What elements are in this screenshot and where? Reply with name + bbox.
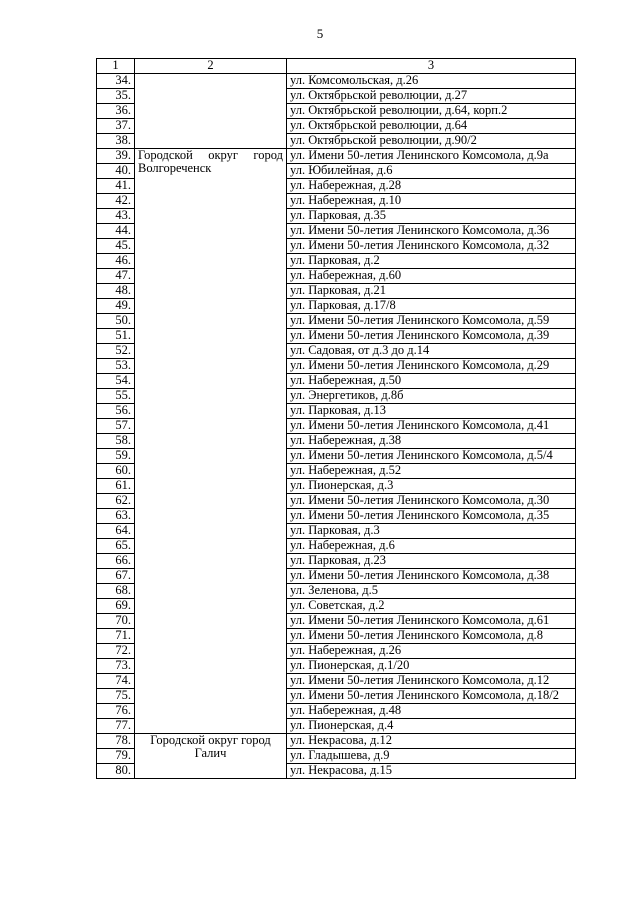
- address-cell: ул. Советская, д.2: [287, 599, 576, 614]
- row-number: 60.: [97, 464, 135, 479]
- address-cell: ул. Имени 50-летия Ленинского Комсомола, д.8: [287, 629, 576, 644]
- header-row: [97, 59, 576, 74]
- row-number: 47.: [97, 269, 135, 284]
- header-col-3: 3: [287, 59, 576, 74]
- address-cell: ул. Набережная, д.10: [287, 194, 576, 209]
- page-number: 5: [316, 26, 324, 41]
- address-cell: ул. Парковая, д.13: [287, 404, 576, 419]
- table-header: [97, 59, 576, 74]
- table-body: [97, 74, 576, 779]
- address-cell: ул. Набережная, д.52: [287, 464, 576, 479]
- row-number: 43.: [97, 209, 135, 224]
- row-number: 62.: [97, 494, 135, 509]
- address-cell: ул. Имени 50-летия Ленинского Комсомола, д.18/2: [287, 689, 576, 704]
- address-cell: ул. Имени 50-летия Ленинского Комсомола, д.36: [287, 224, 576, 239]
- row-number: 80.: [97, 764, 135, 779]
- address-cell: ул. Имени 50-летия Ленинского Комсомола, д.5/4: [287, 449, 576, 464]
- row-number: 77.: [97, 719, 135, 734]
- table-row: [97, 734, 576, 749]
- address-cell: ул. Набережная, д.60: [287, 269, 576, 284]
- address-cell: ул. Имени 50-летия Ленинского Комсомола, д.32: [287, 239, 576, 254]
- address-cell: ул. Имени 50-летия Ленинского Комсомола, д.35: [287, 509, 576, 524]
- address-cell: ул. Пионерская, д.1/20: [287, 659, 576, 674]
- row-number: 54.: [97, 374, 135, 389]
- address-cell: ул. Парковая, д.17/8: [287, 299, 576, 314]
- row-number: 42.: [97, 194, 135, 209]
- row-number: 72.: [97, 644, 135, 659]
- address-cell: ул. Имени 50-летия Ленинского Комсомола, д.29: [287, 359, 576, 374]
- row-number: 39.: [97, 149, 135, 164]
- row-number: 66.: [97, 554, 135, 569]
- row-number: 73.: [97, 659, 135, 674]
- row-number: 58.: [97, 434, 135, 449]
- district-cell: [135, 74, 287, 149]
- address-cell: ул. Набережная, д.38: [287, 434, 576, 449]
- row-number: 56.: [97, 404, 135, 419]
- row-number: 79.: [97, 749, 135, 764]
- district-cell: Городской округ город Волгореченск: [135, 149, 287, 734]
- header-col-1: 1: [97, 59, 135, 74]
- row-number: 46.: [97, 254, 135, 269]
- row-number: 37.: [97, 119, 135, 134]
- row-number: 74.: [97, 674, 135, 689]
- row-number: 34.: [97, 74, 135, 89]
- address-cell: ул. Октябрьской революции, д.64: [287, 119, 576, 134]
- row-number: 78.: [97, 734, 135, 749]
- row-number: 50.: [97, 314, 135, 329]
- row-number: 45.: [97, 239, 135, 254]
- address-cell: ул. Пионерская, д.4: [287, 719, 576, 734]
- address-cell: ул. Имени 50-летия Ленинского Комсомола, д.59: [287, 314, 576, 329]
- address-cell: ул. Юбилейная, д.6: [287, 164, 576, 179]
- address-cell: ул. Набережная, д.28: [287, 179, 576, 194]
- district-cell: Городской округ город Галич: [135, 734, 287, 779]
- address-cell: ул. Имени 50-летия Ленинского Комсомола, д.9а: [287, 149, 576, 164]
- address-cell: ул. Имени 50-летия Ленинского Комсомола, д.30: [287, 494, 576, 509]
- row-number: 36.: [97, 104, 135, 119]
- address-cell: ул. Имени 50-летия Ленинского Комсомола, д.41: [287, 419, 576, 434]
- row-number: 53.: [97, 359, 135, 374]
- address-cell: ул. Набережная, д.6: [287, 539, 576, 554]
- address-cell: ул. Парковая, д.2: [287, 254, 576, 269]
- row-number: 52.: [97, 344, 135, 359]
- table-row: [97, 74, 576, 89]
- address-cell: ул. Имени 50-летия Ленинского Комсомола, д.61: [287, 614, 576, 629]
- row-number: 55.: [97, 389, 135, 404]
- row-number: 63.: [97, 509, 135, 524]
- address-cell: ул. Набережная, д.50: [287, 374, 576, 389]
- row-number: 61.: [97, 479, 135, 494]
- row-number: 69.: [97, 599, 135, 614]
- table-row: [97, 149, 576, 164]
- address-cell: ул. Некрасова, д.12: [287, 734, 576, 749]
- address-cell: ул. Имени 50-летия Ленинского Комсомола, д.39: [287, 329, 576, 344]
- row-number: 71.: [97, 629, 135, 644]
- row-number: 38.: [97, 134, 135, 149]
- address-cell: ул. Пионерская, д.3: [287, 479, 576, 494]
- row-number: 70.: [97, 614, 135, 629]
- address-table: [96, 58, 576, 779]
- address-cell: ул. Набережная, д.26: [287, 644, 576, 659]
- row-number: 49.: [97, 299, 135, 314]
- address-cell: ул. Комсомольская, д.26: [287, 74, 576, 89]
- address-cell: ул. Энергетиков, д.8б: [287, 389, 576, 404]
- row-number: 67.: [97, 569, 135, 584]
- address-cell: ул. Садовая, от д.3 до д.14: [287, 344, 576, 359]
- address-cell: ул. Парковая, д.21: [287, 284, 576, 299]
- address-cell: ул. Гладышева, д.9: [287, 749, 576, 764]
- address-cell: ул. Некрасова, д.15: [287, 764, 576, 779]
- address-cell: ул. Парковая, д.3: [287, 524, 576, 539]
- row-number: 57.: [97, 419, 135, 434]
- row-number: 41.: [97, 179, 135, 194]
- row-number: 44.: [97, 224, 135, 239]
- address-cell: ул. Имени 50-летия Ленинского Комсомола, д.12: [287, 674, 576, 689]
- header-col-2: 2: [135, 59, 287, 74]
- row-number: 75.: [97, 689, 135, 704]
- address-cell: ул. Парковая, д.23: [287, 554, 576, 569]
- row-number: 51.: [97, 329, 135, 344]
- address-cell: ул. Зеленова, д.5: [287, 584, 576, 599]
- row-number: 35.: [97, 89, 135, 104]
- row-number: 76.: [97, 704, 135, 719]
- address-cell: ул. Октябрьской революции, д.90/2: [287, 134, 576, 149]
- address-cell: ул. Набережная, д.48: [287, 704, 576, 719]
- row-number: 64.: [97, 524, 135, 539]
- address-cell: ул. Октябрьской революции, д.27: [287, 89, 576, 104]
- address-cell: ул. Парковая, д.35: [287, 209, 576, 224]
- address-cell: ул. Имени 50-летия Ленинского Комсомола, д.38: [287, 569, 576, 584]
- row-number: 48.: [97, 284, 135, 299]
- address-cell: ул. Октябрьской революции, д.64, корп.2: [287, 104, 576, 119]
- row-number: 40.: [97, 164, 135, 179]
- row-number: 65.: [97, 539, 135, 554]
- row-number: 59.: [97, 449, 135, 464]
- row-number: 68.: [97, 584, 135, 599]
